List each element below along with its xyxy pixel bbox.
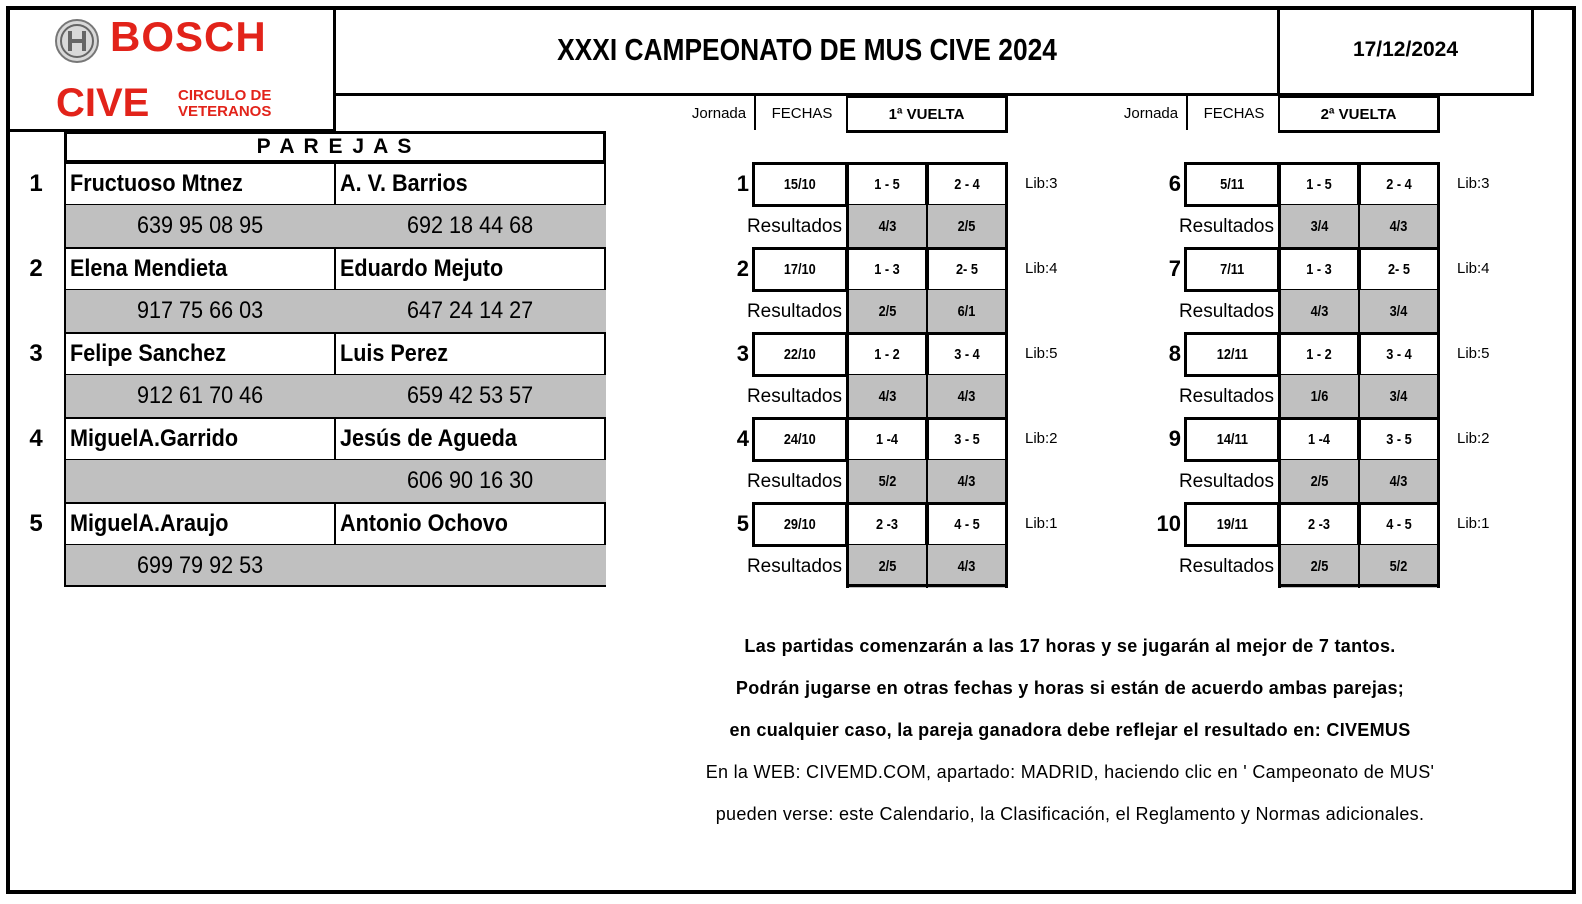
- jornada-number: 8: [1168, 340, 1181, 366]
- round-bye: Lib:2: [1025, 430, 1058, 447]
- round-date-text: 19/11: [1216, 516, 1248, 533]
- round-date-text: 12/11: [1216, 346, 1248, 363]
- round-match-1: [846, 332, 928, 377]
- round-match-2: [926, 247, 1008, 292]
- pair-player-1: [64, 247, 336, 291]
- results-bottom-border: [1278, 584, 1440, 587]
- round-bye: Lib:1: [1457, 515, 1490, 532]
- round-match-1-text: 1 - 2: [1306, 346, 1332, 363]
- result-match-1-text: 1/6: [1310, 388, 1329, 405]
- page-date: 17/12/2024: [1352, 37, 1459, 61]
- pair-number: 5: [29, 509, 43, 537]
- result-match-2: [926, 205, 1008, 248]
- round-match-1-text: 1 - 3: [874, 261, 900, 278]
- result-match-2-text: 2/5: [957, 218, 976, 235]
- round-match-2: [1358, 332, 1440, 377]
- round-date-text: 17/10: [784, 261, 816, 278]
- pair-player-1-text: Fructuoso Mtnez: [70, 170, 243, 197]
- round-date: [1184, 332, 1280, 377]
- page-title: XXXI CAMPEONATO DE MUS CIVE 2024: [557, 31, 1057, 67]
- pair-player-1-text: Elena Mendieta: [70, 255, 228, 282]
- pair-phone-2: [334, 545, 606, 587]
- result-match-2-text: 3/4: [1389, 388, 1408, 405]
- pair-phone-1-text: 699 79 92 53: [136, 552, 264, 579]
- jornada-number: 5: [736, 510, 749, 536]
- round-match-1-text: 2 -3: [1308, 516, 1330, 533]
- pair-player-2-text: Antonio Ochovo: [340, 510, 508, 537]
- note-line: Podrán jugarse en otras fechas y horas si están de acuerdo ambas parejas;: [735, 678, 1405, 698]
- round-match-1: [1278, 162, 1360, 207]
- pair-player-2: [334, 332, 606, 376]
- results-label: Resultados: [746, 386, 842, 407]
- results-label: Resultados: [1178, 386, 1274, 407]
- jornada-number: 3: [736, 340, 749, 366]
- round-date-text: 24/10: [784, 431, 816, 448]
- pair-phone-2-text: 692 18 44 68: [406, 212, 534, 239]
- round-date-text: 15/10: [784, 176, 816, 193]
- result-match-2: [1358, 205, 1440, 248]
- pair-player-2: [334, 247, 606, 291]
- pair-phone-1: [64, 460, 334, 502]
- result-match-1: [846, 205, 928, 248]
- jornada-number: 2: [736, 255, 749, 281]
- round-date: [752, 332, 848, 377]
- result-match-2: [1358, 375, 1440, 418]
- result-match-2-text: 6/1: [957, 303, 976, 320]
- note-line: en cualquier caso, la pareja ganadora debe reflejar el resultado en: CIVEMUS: [729, 720, 1411, 740]
- pair-player-1-text: MiguelA.Garrido: [70, 425, 239, 452]
- result-match-1-text: 2/5: [878, 303, 897, 320]
- vuelta-title: 1ª VUELTA: [846, 96, 1008, 133]
- result-match-2-text: 4/3: [957, 558, 976, 575]
- results-label: Resultados: [746, 471, 842, 492]
- round-bye: Lib:2: [1457, 430, 1490, 447]
- title-block: [334, 6, 1280, 96]
- result-match-2-text: 4/3: [957, 388, 976, 405]
- round-match-2-text: 3 - 4: [1386, 346, 1412, 363]
- round-date: [752, 502, 848, 547]
- club-subtitle-2: VETERANOS: [178, 103, 272, 120]
- pair-player-2: [334, 417, 606, 461]
- jornada-header: Jornada: [691, 104, 747, 122]
- result-match-2: [1358, 290, 1440, 333]
- round-date: [752, 162, 848, 207]
- pair-phone-1: [64, 205, 334, 247]
- round-bye: Lib:3: [1457, 175, 1490, 192]
- round-match-1: [846, 247, 928, 292]
- result-match-2-text: 4/3: [957, 473, 976, 490]
- round-date: [752, 247, 848, 292]
- result-match-2: [926, 460, 1008, 503]
- result-match-1: [1278, 460, 1360, 503]
- pair-player-2-text: Eduardo Mejuto: [340, 255, 504, 282]
- round-match-1-text: 1 - 5: [1306, 176, 1332, 193]
- round-match-2: [1358, 502, 1440, 547]
- results-label: Resultados: [1178, 216, 1274, 237]
- result-match-1: [846, 375, 928, 418]
- round-match-1: [846, 417, 928, 462]
- logo-block: [6, 6, 336, 132]
- round-date-text: 29/10: [784, 516, 816, 533]
- round-match-2-text: 4 - 5: [954, 516, 980, 533]
- jornada-number: 9: [1168, 425, 1181, 451]
- round-match-1: [1278, 332, 1360, 377]
- vuelta-title: 2ª VUELTA: [1278, 96, 1440, 133]
- fechas-header: FECHAS: [754, 96, 848, 130]
- results-label: Resultados: [746, 301, 842, 322]
- pair-player-1-text: Felipe Sanchez: [70, 340, 227, 367]
- round-bye: Lib:3: [1025, 175, 1058, 192]
- round-match-2-text: 2- 5: [956, 261, 978, 278]
- round-match-2-text: 2- 5: [1388, 261, 1410, 278]
- round-date: [1184, 502, 1280, 547]
- pair-player-2-text: Jesús de Agueda: [340, 425, 517, 452]
- round-match-1-text: 1 - 3: [1306, 261, 1332, 278]
- result-match-1-text: 2/5: [1310, 473, 1329, 490]
- result-match-2-text: 5/2: [1389, 558, 1408, 575]
- result-match-1-text: 2/5: [878, 558, 897, 575]
- pair-phone-1-text: 639 95 08 95: [136, 212, 264, 239]
- pair-player-2: [334, 502, 606, 546]
- round-match-1: [1278, 502, 1360, 547]
- result-match-1-text: 4/3: [878, 388, 897, 405]
- round-match-2-text: 3 - 5: [954, 431, 980, 448]
- pair-phone-2-text: 647 24 14 27: [406, 297, 534, 324]
- results-label: Resultados: [1178, 556, 1274, 577]
- jornada-number: 10: [1156, 510, 1181, 536]
- round-match-2-text: 2 - 4: [1386, 176, 1412, 193]
- pair-phone-2: [334, 460, 606, 502]
- jornada-number: 7: [1168, 255, 1181, 281]
- result-match-1: [1278, 290, 1360, 333]
- pair-phone-1: [64, 545, 334, 587]
- club-name: CIVE: [56, 81, 150, 125]
- pair-phone-2: [334, 205, 606, 247]
- round-match-2: [926, 162, 1008, 207]
- result-match-2-text: 4/3: [1389, 473, 1408, 490]
- result-match-1-text: 4/3: [1310, 303, 1329, 320]
- round-match-2: [1358, 417, 1440, 462]
- pair-number: 4: [29, 424, 43, 452]
- result-match-1-text: 4/3: [878, 218, 897, 235]
- round-match-1-text: 2 -3: [876, 516, 898, 533]
- pair-player-1: [64, 332, 336, 376]
- pair-player-2-text: A. V. Barrios: [340, 170, 468, 197]
- bosch-armature-icon: [54, 18, 100, 64]
- round-match-1: [1278, 417, 1360, 462]
- brand-name: BOSCH: [110, 13, 267, 60]
- result-match-1: [846, 290, 928, 333]
- result-match-1-text: 5/2: [878, 473, 897, 490]
- result-match-1: [846, 545, 928, 588]
- result-match-1: [846, 460, 928, 503]
- result-match-2-text: 3/4: [1389, 303, 1408, 320]
- jornada-number: 1: [736, 170, 749, 196]
- jornada-number: 6: [1168, 170, 1181, 196]
- round-date-text: 7/11: [1219, 261, 1245, 278]
- result-match-1: [1278, 545, 1360, 588]
- result-match-1-text: 2/5: [1310, 558, 1329, 575]
- pair-phone-2: [334, 290, 606, 332]
- result-match-1: [1278, 375, 1360, 418]
- result-match-2: [926, 545, 1008, 588]
- round-bye: Lib:5: [1025, 345, 1058, 362]
- round-bye: Lib:1: [1025, 515, 1058, 532]
- pair-phone-2-text: 659 42 53 57: [406, 382, 534, 409]
- round-date: [1184, 417, 1280, 462]
- note-line: Las partidas comenzarán a las 17 horas y se jugarán al mejor de 7 tantos.: [744, 636, 1396, 656]
- round-date: [1184, 247, 1280, 292]
- pair-number: 2: [29, 254, 43, 282]
- parejas-table-bottom-border: [64, 585, 606, 587]
- parejas-heading: [64, 131, 606, 163]
- pair-number: 3: [29, 339, 43, 367]
- round-bye: Lib:4: [1025, 260, 1058, 277]
- pair-player-1: [64, 417, 336, 461]
- pair-player-2-text: Luis Perez: [340, 340, 449, 367]
- pair-phone-1: [64, 290, 334, 332]
- pair-player-1-text: MiguelA.Araujo: [70, 510, 229, 537]
- round-match-2: [926, 417, 1008, 462]
- note-line: pueden verse: este Calendario, la Clasificación, el Reglamento y Normas adicionales.: [715, 804, 1425, 824]
- round-match-1: [846, 162, 928, 207]
- results-bottom-border: [846, 584, 1008, 587]
- round-match-2: [926, 502, 1008, 547]
- result-match-2: [926, 290, 1008, 333]
- pair-player-1: [64, 162, 336, 206]
- round-match-2-text: 3 - 5: [1386, 431, 1412, 448]
- result-match-2: [926, 375, 1008, 418]
- round-date: [752, 417, 848, 462]
- round-date-text: 5/11: [1219, 176, 1245, 193]
- results-label: Resultados: [1178, 301, 1274, 322]
- note-line: En la WEB: CIVEMD.COM, apartado: MADRID, haciendo clic en ' Campeonato de MUS': [705, 762, 1435, 782]
- result-match-2-text: 4/3: [1389, 218, 1408, 235]
- round-match-2-text: 3 - 4: [954, 346, 980, 363]
- jornada-number: 4: [736, 425, 749, 451]
- date-block: [1277, 6, 1534, 96]
- result-match-2: [1358, 460, 1440, 503]
- pair-player-1: [64, 502, 336, 546]
- results-label: Resultados: [746, 556, 842, 577]
- result-match-1-text: 3/4: [1310, 218, 1329, 235]
- round-match-1-text: 1 - 2: [874, 346, 900, 363]
- round-match-2: [1358, 162, 1440, 207]
- round-match-1-text: 1 - 5: [874, 176, 900, 193]
- result-match-2: [1358, 545, 1440, 588]
- parejas-heading-label: P A R E J A S: [256, 135, 414, 158]
- bosch-logo: [54, 13, 304, 66]
- round-match-2-text: 4 - 5: [1386, 516, 1412, 533]
- results-label: Resultados: [1178, 471, 1274, 492]
- result-match-1: [1278, 205, 1360, 248]
- jornada-header: Jornada: [1123, 104, 1179, 122]
- pair-phone-1-text: 917 75 66 03: [136, 297, 264, 324]
- round-match-1: [1278, 247, 1360, 292]
- round-match-1-text: 1 -4: [876, 431, 898, 448]
- pair-phone-1: [64, 375, 334, 417]
- round-match-1-text: 1 -4: [1308, 431, 1330, 448]
- fechas-header: FECHAS: [1186, 96, 1280, 130]
- pair-phone-2: [334, 375, 606, 417]
- round-date-text: 14/11: [1216, 431, 1248, 448]
- results-label: Resultados: [746, 216, 842, 237]
- round-match-2: [926, 332, 1008, 377]
- round-match-1: [846, 502, 928, 547]
- round-date-text: 22/10: [784, 346, 816, 363]
- club-subtitle-1: CIRCULO DE: [178, 87, 272, 104]
- pair-phone-2-text: 606 90 16 30: [406, 467, 534, 494]
- pair-number: 1: [29, 169, 43, 197]
- round-match-2: [1358, 247, 1440, 292]
- pair-phone-1-text: 912 61 70 46: [136, 382, 264, 409]
- pair-player-2: [334, 162, 606, 206]
- round-date: [1184, 162, 1280, 207]
- round-bye: Lib:5: [1457, 345, 1490, 362]
- round-bye: Lib:4: [1457, 260, 1490, 277]
- round-match-2-text: 2 - 4: [954, 176, 980, 193]
